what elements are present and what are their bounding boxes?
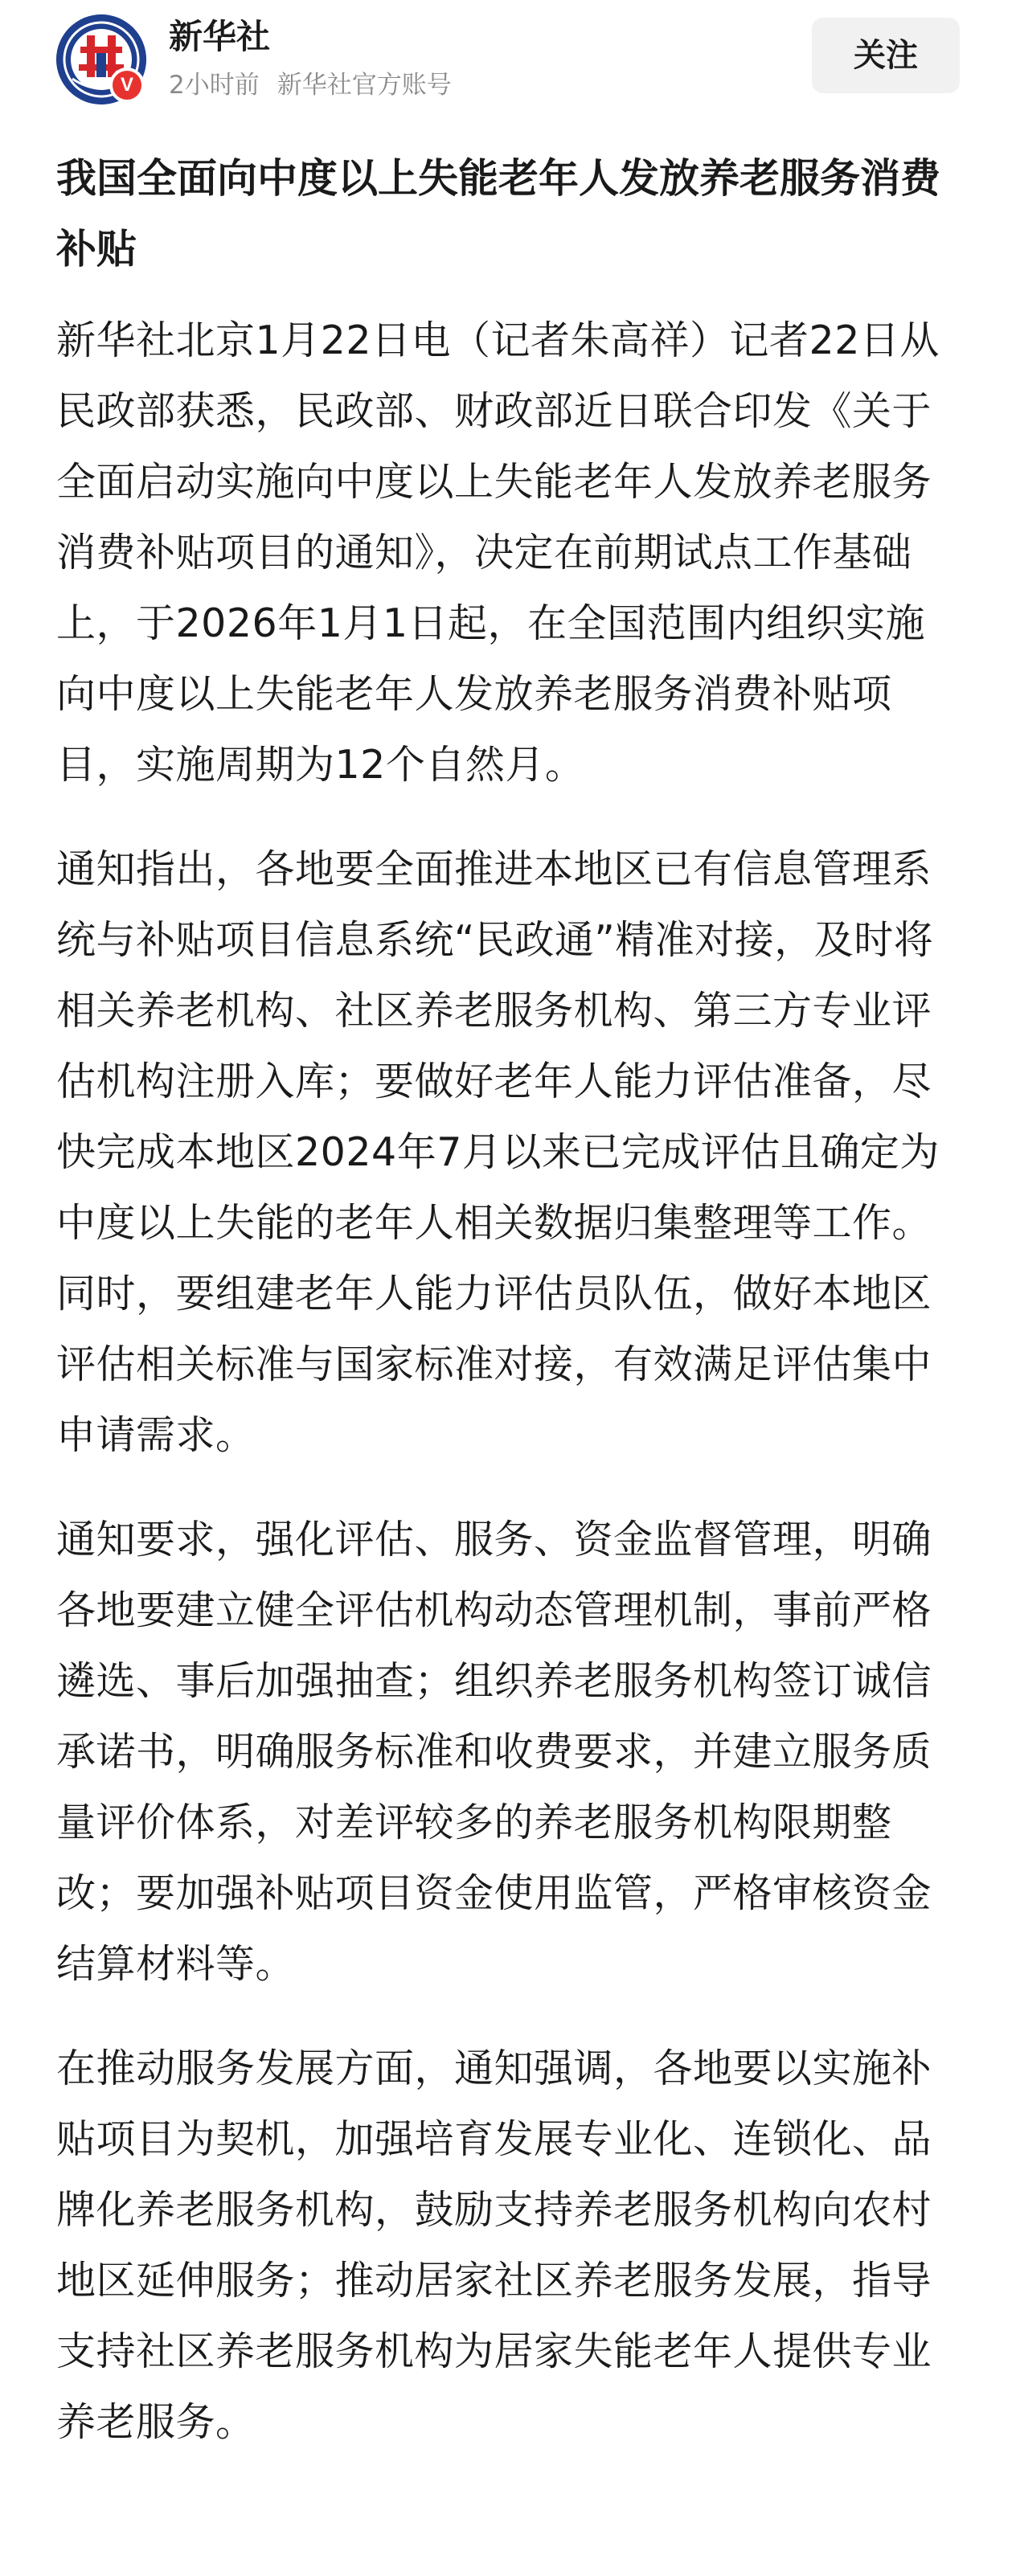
post-time: 2小时前 xyxy=(169,71,260,100)
post-header xyxy=(0,0,1016,129)
article-paragraph-1: 新华社北京1月22日电（记者朱高祥）记者22日从民政部获悉，民政部、财政部近日联合印发《关于全面启动实施向中度以上失能老年人发放养老服务消费补贴项目的通知》，决定在前期试点工作基础上，于2026年1月1日起，在全国范围内组织实施向中度以上失能老年人发放养老服务消费补贴项目，实施周期为12个自然月。 xyxy=(56,317,940,788)
article-paragraph-3: 通知要求，强化评估、服务、资金监督管理，明确各地要建立健全评估机构动态管理机制，事前严格遴选、事后加强抽查；组织养老服务机构签订诚信承诺书，明确服务标准和收费要求，并建立服务质量评价体系，对差评较多的养老服务机构限期整改；要加强补贴项目资金使用监管，严格审核资金结算材料等。 xyxy=(56,1517,932,1987)
article-body xyxy=(56,305,965,2492)
verified-badge: V xyxy=(109,68,145,103)
article-paragraph-2: 通知指出，各地要全面推进本地区已有信息管理系统与补贴项目信息系统“民政通”精准对接，及时将相关养老机构、社区养老服务机构、第三方专业评估机构注册入库；要做好老年人能力评估准备，尽快完成本地区2024年7月以来已完成评估且确定为中度以上失能的老年人相关数据归集整理等工作。同时，要组建老年人能力评估员队伍，做好本地区评估相关标准与国家标准对接，有效满足评估集中申请需求。 xyxy=(56,846,940,1458)
post-meta xyxy=(169,68,452,103)
account-name[interactable]: 新华社 xyxy=(169,17,271,56)
article-paragraph-4: 在推动服务发展方面，通知强调，各地要以实施补贴项目为契机，加强培育发展专业化、连锁化、品牌化养老服务机构，鼓励支持养老服务机构向农村地区延伸服务；推动居家社区养老服务发展，指导支持社区养老服务机构为居家失能老年人提供专业养老服务。 xyxy=(56,2046,932,2445)
article-title: 我国全面向中度以上失能老年人发放养老服务消费补贴 xyxy=(56,155,940,272)
account-type: 新华社官方账号 xyxy=(277,71,452,100)
follow-button[interactable]: 关注 xyxy=(812,18,960,93)
